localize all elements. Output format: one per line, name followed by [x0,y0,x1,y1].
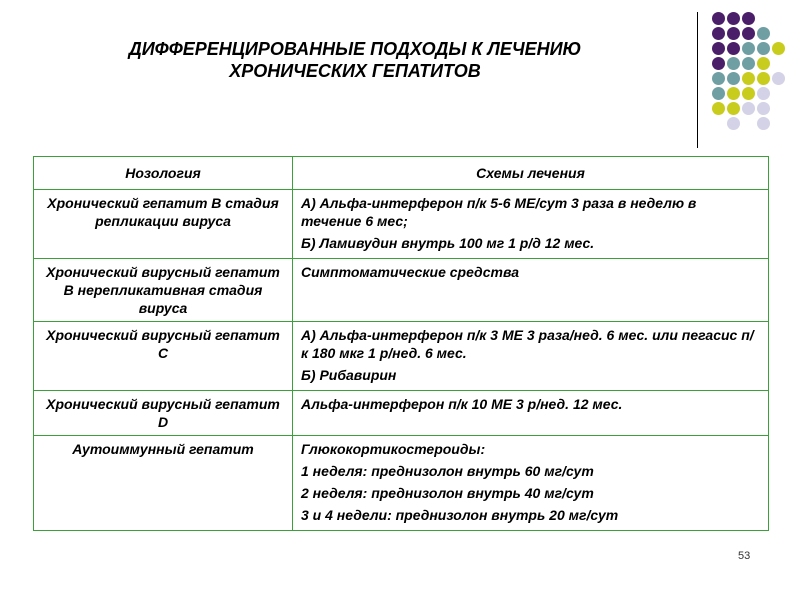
dot [712,42,725,55]
dot [712,72,725,85]
treatment-line: 3 и 4 недели: преднизолон внутрь 20 мг/сут [301,507,619,523]
treatment-cell [293,391,769,436]
table-header-row [34,157,769,190]
dot [757,117,770,130]
treatment-table [33,156,769,531]
nosology-cell: Хронический вирусный гепатит C [34,322,293,391]
treatment-line: А) Альфа-интерферон п/к 5-6 МЕ/сут 3 раза в неделю в течение 6 мес; [301,195,697,229]
dot [712,57,725,70]
table-row [34,436,769,531]
decorative-divider [697,12,698,148]
dot [727,12,740,25]
table-row [34,259,769,322]
dot [712,102,725,115]
dot [742,57,755,70]
nosology-cell: Хронический вирусный гепатит B нерепликативная стадия вируса [34,259,293,322]
table-row [34,391,769,436]
nosology-cell: Хронический гепатит B стадия репликации вируса [34,190,293,259]
page-number: 53 [738,550,751,562]
dot [757,87,770,100]
dot [727,42,740,55]
dot [727,57,740,70]
dot [742,87,755,100]
treatment-cell [293,259,769,322]
slide-title [95,38,615,82]
dot [757,27,770,40]
dot [757,57,770,70]
header-nosology: Нозология [34,157,293,190]
dot [727,102,740,115]
dot [712,27,725,40]
dot [727,72,740,85]
slide-title-line-1: ДИФФЕРЕНЦИРОВАННЫЕ ПОДХОДЫ К ЛЕЧЕНИЮ [128,39,582,59]
dot [742,42,755,55]
header-treatment: Схемы лечения [293,157,769,190]
treatment-line: Глюкокортикостероиды: [301,441,486,457]
dot [727,27,740,40]
treatment-cell [293,322,769,391]
nosology-cell: Хронический вирусный гепатит D [34,391,293,436]
dot [712,87,725,100]
dot [742,102,755,115]
dot [757,102,770,115]
dot [772,42,785,55]
treatment-cell [293,190,769,259]
treatment-cell [293,436,769,531]
table-row [34,322,769,391]
slide-title-line-2: ХРОНИЧЕСКИХ ГЕПАТИТОВ [229,61,481,81]
dot [742,12,755,25]
nosology-cell: Аутоиммунный гепатит [34,436,293,531]
dot [757,72,770,85]
dot [742,72,755,85]
treatment-line: Б) Ламивудин внутрь 100 мг 1 р/д 12 мес. [301,235,595,251]
treatment-line: А) Альфа-интерферон п/к 3 МЕ 3 раза/нед. 6 мес. или пегасис п/к 180 мкг 1 р/нед. 6 мес. [301,327,754,361]
treatment-line: 1 неделя: преднизолон внутрь 60 мг/сут [301,463,594,479]
treatment-line: Б) Рибавирин [301,367,397,383]
treatment-line: Альфа-интерферон п/к 10 МЕ 3 р/нед. 12 мес. [301,396,623,412]
dot [727,87,740,100]
dot [757,42,770,55]
dot [742,27,755,40]
treatment-line: 2 неделя: преднизолон внутрь 40 мг/сут [301,485,594,501]
treatment-line: Симптоматические средства [301,264,519,280]
table-row [34,190,769,259]
dot [712,12,725,25]
dot [727,117,740,130]
dot [772,72,785,85]
